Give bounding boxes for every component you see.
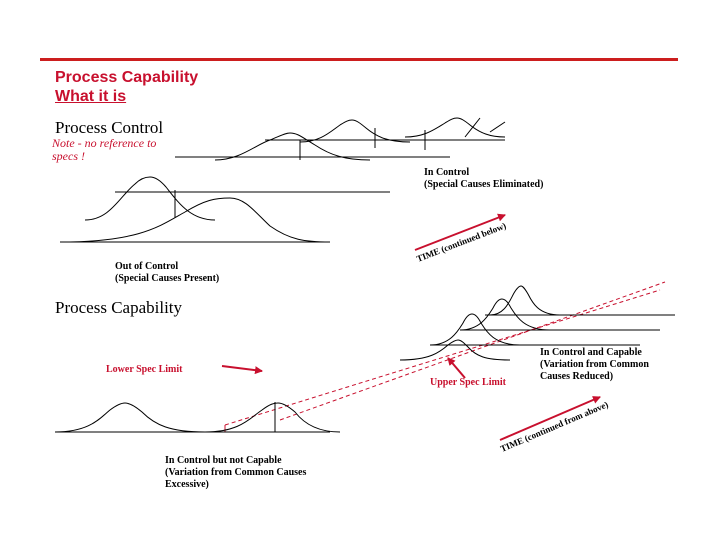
time-arrow-bottom-label: TIME (continued from above): [498, 399, 610, 454]
curve-5: [405, 118, 505, 137]
curve-2: [85, 177, 215, 220]
in-control-line-2: (Special Causes Eliminated): [424, 179, 544, 190]
capable-line-3: Causes Reduced): [540, 371, 614, 382]
out-of-control-line-2: (Special Causes Present): [115, 273, 220, 284]
upper-spec-label: Upper Spec Limit: [430, 377, 506, 388]
process-control-heading: Process Control: [55, 118, 164, 137]
title: Process Capability: [55, 69, 199, 86]
not-capable-line-2: (Variation from Common Causes: [165, 467, 307, 478]
not-capable-line-3: Excessive): [165, 479, 209, 490]
upper-spec-arrow: [448, 358, 465, 378]
time-arrow-top-label: TIME (continued below): [415, 220, 508, 264]
capable-line-1: In Control and Capable: [540, 347, 642, 358]
lower-spec-arrow: [222, 366, 262, 371]
not-capable-line-1: In Control but not Capable: [165, 455, 282, 466]
capable-line-2: (Variation from Common: [540, 359, 649, 370]
subtitle: What it is: [55, 88, 127, 105]
curve-4: [300, 120, 410, 142]
in-control-line-1: In Control: [424, 167, 470, 178]
curve-tick-6: [490, 122, 505, 132]
capable-curve-4: [490, 286, 560, 315]
out-of-control-line-1: Out of Control: [115, 261, 179, 272]
curve-tick-5: [465, 118, 480, 137]
lower-spec-label: Lower Spec Limit: [106, 364, 183, 375]
curve-3: [215, 133, 370, 160]
curve-out-of-control: [60, 198, 330, 242]
capability-curve-wide: [55, 403, 205, 432]
process-capability-heading: Process Capability: [55, 298, 183, 317]
note-text: Note - no reference to specs !: [52, 136, 157, 163]
